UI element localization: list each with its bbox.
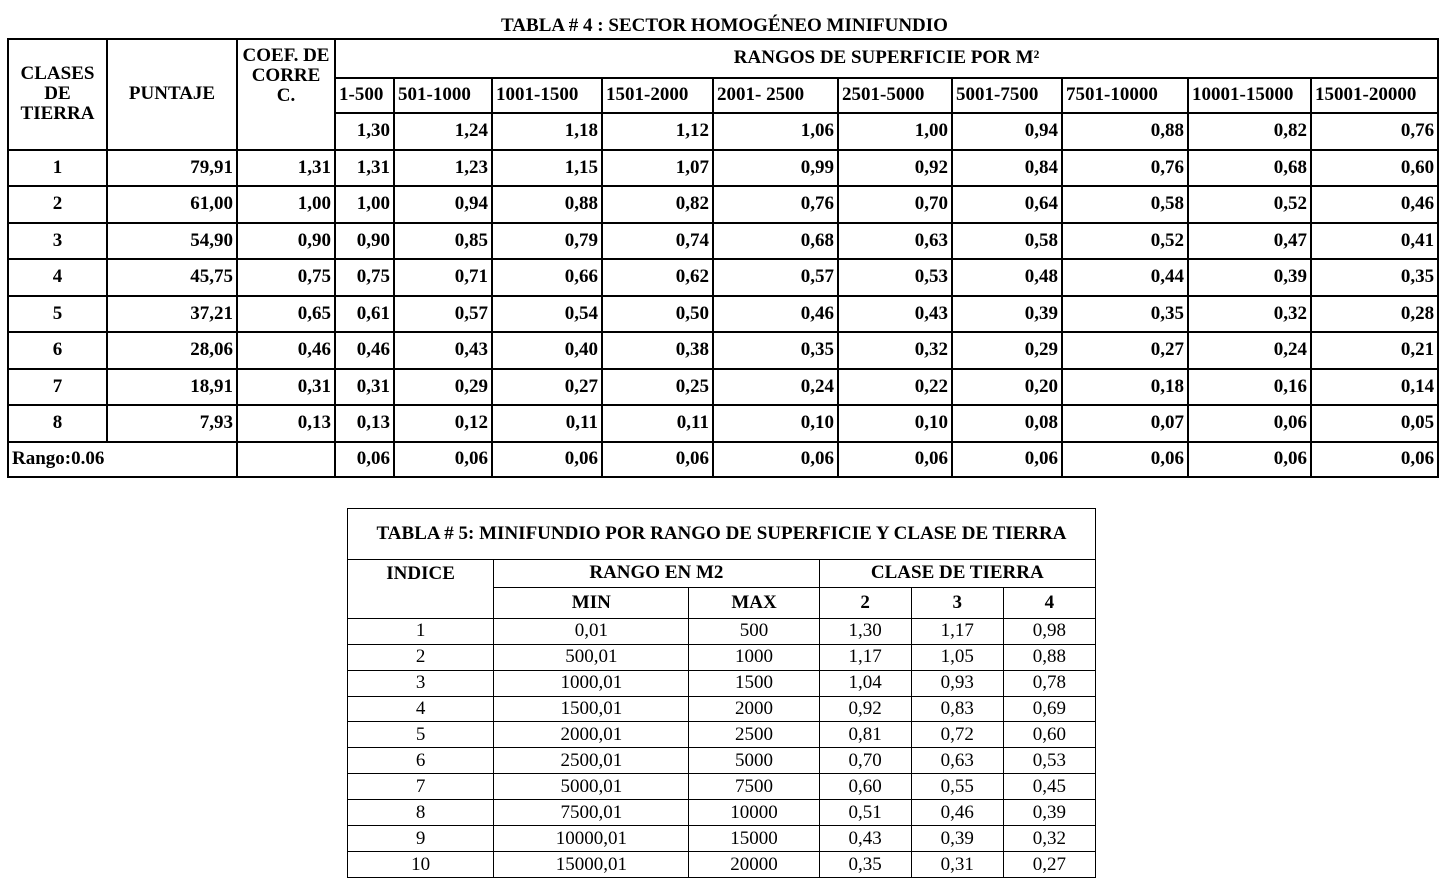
coef-cell: 0,65	[237, 296, 335, 333]
min-cell: 10000,01	[494, 826, 689, 852]
max-cell: 20000	[689, 852, 819, 878]
value-cell: 0,29	[952, 332, 1062, 369]
value-cell: 0,07	[1062, 405, 1188, 442]
table-row	[8, 296, 1438, 333]
indice-cell: 5	[348, 722, 494, 748]
c2-cell: 0,60	[819, 774, 911, 800]
value-cell: 0,38	[602, 332, 713, 369]
table-row	[348, 722, 1096, 748]
c4-cell: 0,27	[1003, 852, 1095, 878]
clase-cell: 2	[8, 186, 107, 223]
value-cell: 0,46	[1311, 186, 1438, 223]
header-max: MAX	[689, 587, 819, 618]
min-cell: 1000,01	[494, 670, 689, 696]
range-header: 10001-15000	[1188, 78, 1311, 113]
value-cell: 0,43	[394, 332, 492, 369]
table-row	[8, 150, 1438, 187]
c3-cell: 0,83	[911, 696, 1003, 722]
value-cell: 0,71	[394, 259, 492, 296]
value-cell: 1,00	[335, 186, 394, 223]
c4-cell: 0,69	[1003, 696, 1095, 722]
table-row	[348, 852, 1096, 878]
header-coef: COEF. DE CORRE C.	[237, 39, 335, 150]
value-cell: 1,31	[335, 150, 394, 187]
clase-cell: 8	[8, 405, 107, 442]
range-factor: 0,94	[952, 113, 1062, 150]
value-cell: 1,15	[492, 150, 602, 187]
c4-cell: 0,39	[1003, 800, 1095, 826]
value-cell: 0,47	[1188, 223, 1311, 260]
coef-cell: 1,31	[237, 150, 335, 187]
puntaje-cell: 18,91	[107, 369, 237, 406]
table-row	[348, 748, 1096, 774]
c2-cell: 1,30	[819, 618, 911, 644]
value-cell: 0,60	[1311, 150, 1438, 187]
rango-value: 0,06	[602, 442, 713, 478]
max-cell: 500	[689, 618, 819, 644]
header-clase-tierra: CLASE DE TIERRA	[819, 559, 1095, 587]
value-cell: 0,12	[394, 405, 492, 442]
coef-cell: 0,13	[237, 405, 335, 442]
coef-cell: 0,90	[237, 223, 335, 260]
c4-cell: 0,45	[1003, 774, 1095, 800]
range-header: 15001-20000	[1311, 78, 1438, 113]
value-cell: 0,05	[1311, 405, 1438, 442]
value-cell: 0,25	[602, 369, 713, 406]
indice-cell: 7	[348, 774, 494, 800]
table-row	[8, 332, 1438, 369]
value-cell: 0,10	[838, 405, 952, 442]
c2-cell: 0,92	[819, 696, 911, 722]
value-cell: 0,27	[492, 369, 602, 406]
rango-value: 0,06	[1188, 442, 1311, 478]
range-header: 2001- 2500	[713, 78, 838, 113]
rango-empty-cell	[237, 442, 335, 478]
min-cell: 500,01	[494, 644, 689, 670]
value-cell: 0,35	[713, 332, 838, 369]
rango-value: 0,06	[952, 442, 1062, 478]
c4-cell: 0,32	[1003, 826, 1095, 852]
c4-cell: 0,98	[1003, 618, 1095, 644]
c3-cell: 0,72	[911, 722, 1003, 748]
max-cell: 15000	[689, 826, 819, 852]
value-cell: 0,24	[713, 369, 838, 406]
value-cell: 0,75	[335, 259, 394, 296]
value-cell: 0,11	[602, 405, 713, 442]
table-row	[348, 800, 1096, 826]
c4-cell: 0,78	[1003, 670, 1095, 696]
max-cell: 2000	[689, 696, 819, 722]
rango-value: 0,06	[335, 442, 394, 478]
c3-cell: 0,63	[911, 748, 1003, 774]
puntaje-cell: 45,75	[107, 259, 237, 296]
range-factor: 1,30	[335, 113, 394, 150]
value-cell: 0,76	[1062, 150, 1188, 187]
value-cell: 0,54	[492, 296, 602, 333]
clase-cell: 1	[8, 150, 107, 187]
value-cell: 0,41	[1311, 223, 1438, 260]
value-cell: 0,39	[1188, 259, 1311, 296]
table-row	[348, 644, 1096, 670]
table-row	[348, 670, 1096, 696]
table-row	[8, 369, 1438, 406]
value-cell: 0,40	[492, 332, 602, 369]
c3-cell: 0,31	[911, 852, 1003, 878]
header-indice-spacer	[348, 587, 494, 618]
clase-cell: 6	[8, 332, 107, 369]
value-cell: 0,68	[713, 223, 838, 260]
value-cell: 1,07	[602, 150, 713, 187]
puntaje-cell: 28,06	[107, 332, 237, 369]
puntaje-cell: 7,93	[107, 405, 237, 442]
table-row	[8, 259, 1438, 296]
c4-cell: 0,60	[1003, 722, 1095, 748]
table-row	[348, 618, 1096, 644]
min-cell: 2500,01	[494, 748, 689, 774]
header-clase-4: 4	[1003, 587, 1095, 618]
indice-cell: 9	[348, 826, 494, 852]
value-cell: 0,70	[838, 186, 952, 223]
min-cell: 7500,01	[494, 800, 689, 826]
value-cell: 0,21	[1311, 332, 1438, 369]
max-cell: 1000	[689, 644, 819, 670]
range-header: 5001-7500	[952, 78, 1062, 113]
value-cell: 0,29	[394, 369, 492, 406]
range-factor: 0,76	[1311, 113, 1438, 150]
rango-value: 0,06	[713, 442, 838, 478]
rango-row	[8, 442, 1438, 478]
indice-cell: 4	[348, 696, 494, 722]
header-clase-3: 3	[911, 587, 1003, 618]
value-cell: 0,99	[713, 150, 838, 187]
tabla5	[347, 508, 1096, 878]
c4-cell: 0,53	[1003, 748, 1095, 774]
value-cell: 0,84	[952, 150, 1062, 187]
value-cell: 0,35	[1311, 259, 1438, 296]
table-row	[348, 774, 1096, 800]
clase-cell: 7	[8, 369, 107, 406]
puntaje-cell: 54,90	[107, 223, 237, 260]
indice-cell: 6	[348, 748, 494, 774]
value-cell: 0,46	[335, 332, 394, 369]
c2-cell: 1,17	[819, 644, 911, 670]
range-header: 2501-5000	[838, 78, 952, 113]
max-cell: 2500	[689, 722, 819, 748]
coef-cell: 1,00	[237, 186, 335, 223]
value-cell: 0,66	[492, 259, 602, 296]
value-cell: 0,63	[838, 223, 952, 260]
value-cell: 0,92	[838, 150, 952, 187]
rango-value: 0,06	[838, 442, 952, 478]
value-cell: 0,43	[838, 296, 952, 333]
value-cell: 0,35	[1062, 296, 1188, 333]
value-cell: 0,24	[1188, 332, 1311, 369]
rango-value: 0,06	[394, 442, 492, 478]
indice-cell: 10	[348, 852, 494, 878]
value-cell: 0,22	[838, 369, 952, 406]
c4-cell: 0,88	[1003, 644, 1095, 670]
puntaje-cell: 61,00	[107, 186, 237, 223]
coef-cell: 0,31	[237, 369, 335, 406]
range-factor: 1,06	[713, 113, 838, 150]
value-cell: 0,94	[394, 186, 492, 223]
value-cell: 0,32	[838, 332, 952, 369]
value-cell: 0,14	[1311, 369, 1438, 406]
header-indice: INDICE	[348, 559, 494, 587]
value-cell: 0,53	[838, 259, 952, 296]
range-header: 1001-1500	[492, 78, 602, 113]
indice-cell: 1	[348, 618, 494, 644]
c2-cell: 0,51	[819, 800, 911, 826]
rango-label: Rango:0.06	[8, 442, 237, 478]
value-cell: 0,39	[952, 296, 1062, 333]
value-cell: 0,62	[602, 259, 713, 296]
value-cell: 0,13	[335, 405, 394, 442]
range-factor: 1,12	[602, 113, 713, 150]
value-cell: 0,82	[602, 186, 713, 223]
c3-cell: 0,39	[911, 826, 1003, 852]
rango-value: 0,06	[1062, 442, 1188, 478]
value-cell: 0,85	[394, 223, 492, 260]
value-cell: 0,79	[492, 223, 602, 260]
c2-cell: 1,04	[819, 670, 911, 696]
clase-cell: 5	[8, 296, 107, 333]
table-row	[348, 696, 1096, 722]
value-cell: 0,88	[492, 186, 602, 223]
max-cell: 7500	[689, 774, 819, 800]
value-cell: 0,28	[1311, 296, 1438, 333]
c3-cell: 1,05	[911, 644, 1003, 670]
c3-cell: 0,93	[911, 670, 1003, 696]
value-cell: 0,31	[335, 369, 394, 406]
clase-cell: 3	[8, 223, 107, 260]
header-rangos: RANGOS DE SUPERFICIE POR M²	[335, 39, 1438, 78]
header-min: MIN	[494, 587, 689, 618]
max-cell: 1500	[689, 670, 819, 696]
value-cell: 0,64	[952, 186, 1062, 223]
value-cell: 0,50	[602, 296, 713, 333]
rango-value: 0,06	[492, 442, 602, 478]
header-puntaje: PUNTAJE	[107, 39, 237, 150]
tabla4-title: TABLA # 4 : SECTOR HOMOGÉNEO MINIFUNDIO	[501, 15, 948, 36]
range-header: 1-500	[335, 78, 394, 113]
min-cell: 15000,01	[494, 852, 689, 878]
min-cell: 2000,01	[494, 722, 689, 748]
indice-cell: 8	[348, 800, 494, 826]
table-row	[8, 405, 1438, 442]
value-cell: 0,11	[492, 405, 602, 442]
value-cell: 0,18	[1062, 369, 1188, 406]
c2-cell: 0,43	[819, 826, 911, 852]
value-cell: 1,23	[394, 150, 492, 187]
value-cell: 0,16	[1188, 369, 1311, 406]
coef-cell: 0,46	[237, 332, 335, 369]
min-cell: 0,01	[494, 618, 689, 644]
c3-cell: 0,46	[911, 800, 1003, 826]
table-row	[348, 826, 1096, 852]
header-clase-2: 2	[819, 587, 911, 618]
value-cell: 0,20	[952, 369, 1062, 406]
range-factor: 1,18	[492, 113, 602, 150]
indice-cell: 2	[348, 644, 494, 670]
value-cell: 0,61	[335, 296, 394, 333]
table-row	[8, 186, 1438, 223]
value-cell: 0,52	[1062, 223, 1188, 260]
c3-cell: 1,17	[911, 618, 1003, 644]
value-cell: 0,58	[1062, 186, 1188, 223]
rango-value: 0,06	[1311, 442, 1438, 478]
range-factor: 0,82	[1188, 113, 1311, 150]
range-factor: 1,00	[838, 113, 952, 150]
range-header: 7501-10000	[1062, 78, 1188, 113]
value-cell: 0,57	[394, 296, 492, 333]
coef-cell: 0,75	[237, 259, 335, 296]
value-cell: 0,08	[952, 405, 1062, 442]
value-cell: 0,46	[713, 296, 838, 333]
range-factor: 0,88	[1062, 113, 1188, 150]
c2-cell: 0,35	[819, 852, 911, 878]
value-cell: 0,58	[952, 223, 1062, 260]
value-cell: 0,57	[713, 259, 838, 296]
range-header: 501-1000	[394, 78, 492, 113]
value-cell: 0,52	[1188, 186, 1311, 223]
min-cell: 5000,01	[494, 774, 689, 800]
puntaje-cell: 79,91	[107, 150, 237, 187]
table-row	[8, 223, 1438, 260]
c3-cell: 0,55	[911, 774, 1003, 800]
max-cell: 10000	[689, 800, 819, 826]
c2-cell: 0,81	[819, 722, 911, 748]
range-factor: 1,24	[394, 113, 492, 150]
value-cell: 0,06	[1188, 405, 1311, 442]
value-cell: 0,48	[952, 259, 1062, 296]
value-cell: 0,32	[1188, 296, 1311, 333]
range-header: 1501-2000	[602, 78, 713, 113]
min-cell: 1500,01	[494, 696, 689, 722]
tabla5-title: TABLA # 5: MINIFUNDIO POR RANGO DE SUPERFICIE Y CLASE DE TIERRA	[348, 509, 1096, 560]
value-cell: 0,27	[1062, 332, 1188, 369]
value-cell: 0,90	[335, 223, 394, 260]
puntaje-cell: 37,21	[107, 296, 237, 333]
indice-cell: 3	[348, 670, 494, 696]
max-cell: 5000	[689, 748, 819, 774]
value-cell: 0,76	[713, 186, 838, 223]
value-cell: 0,68	[1188, 150, 1311, 187]
c2-cell: 0,70	[819, 748, 911, 774]
value-cell: 0,74	[602, 223, 713, 260]
header-rango-m2: RANGO EN M2	[494, 559, 819, 587]
clase-cell: 4	[8, 259, 107, 296]
value-cell: 0,10	[713, 405, 838, 442]
header-clases: CLASES DE TIERRA	[8, 39, 107, 150]
value-cell: 0,44	[1062, 259, 1188, 296]
tabla4	[7, 38, 1439, 478]
